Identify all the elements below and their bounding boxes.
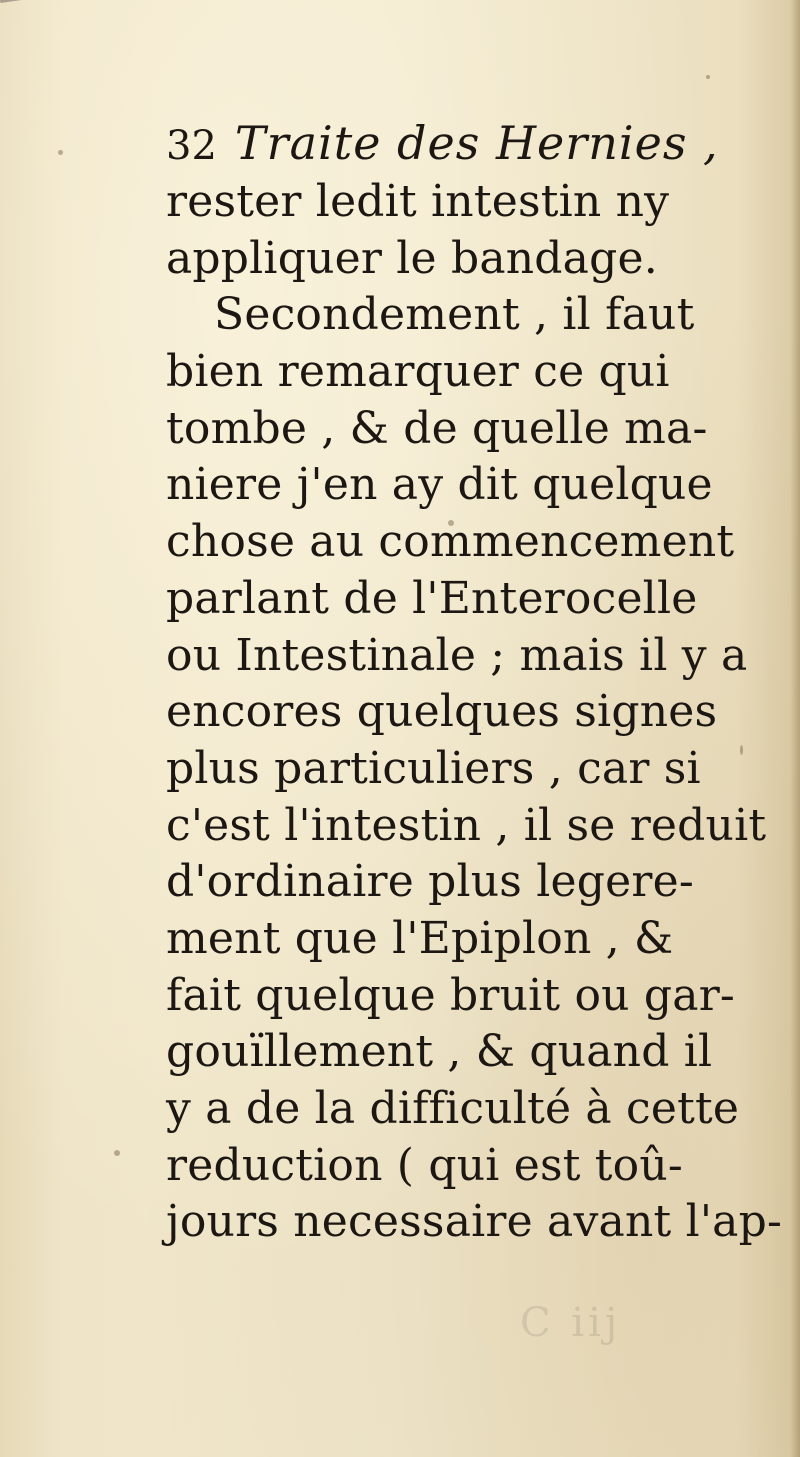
paper-speck xyxy=(706,75,710,79)
text-line: reduction ( qui est toû- xyxy=(166,1139,683,1191)
paper-speck xyxy=(114,1150,120,1156)
text-block xyxy=(166,112,783,1251)
text-line: ou Intestinale ; mais il y a xyxy=(166,629,748,681)
text-line: y a de la difficulté à cette xyxy=(166,1083,740,1134)
text-line: bien remarquer ce qui xyxy=(166,346,670,398)
text-line: tombe , & de quelle ma- xyxy=(166,402,708,454)
text-line: fait quelque bruit ou gar- xyxy=(166,969,735,1021)
text-line: ment que l'Epiplon , & xyxy=(166,912,674,964)
page-number: 32 xyxy=(166,123,217,169)
paper-speck xyxy=(58,150,63,155)
text-line: rester ledit intestin ny xyxy=(166,176,670,227)
running-head xyxy=(166,112,726,174)
text-line: appliquer le bandage. xyxy=(166,232,658,284)
show-through-signature: C iij xyxy=(520,1300,622,1346)
text-line: encores quelques signes xyxy=(166,686,718,738)
running-title: Traite des Hernies , xyxy=(234,116,719,170)
text-line: d'ordinaire plus legere- xyxy=(166,856,694,908)
text-line: plus particuliers , car si xyxy=(166,742,701,794)
text-line: jours necessaire avant l'ap- xyxy=(166,1196,783,1248)
paper-speck xyxy=(740,745,743,755)
page-edge-shadow xyxy=(790,0,800,1457)
text-line: niere j'en ay dit quelque xyxy=(166,459,713,511)
text-line: Secondement , il faut xyxy=(214,289,695,341)
text-line: c'est l'intestin , il se reduit xyxy=(166,799,767,851)
text-line: gouïllement , & quand il xyxy=(166,1026,713,1078)
page-corner-fold xyxy=(0,0,37,13)
text-line: chose au commencement xyxy=(166,516,735,568)
text-line: parlant de l'Enterocelle xyxy=(166,572,698,624)
